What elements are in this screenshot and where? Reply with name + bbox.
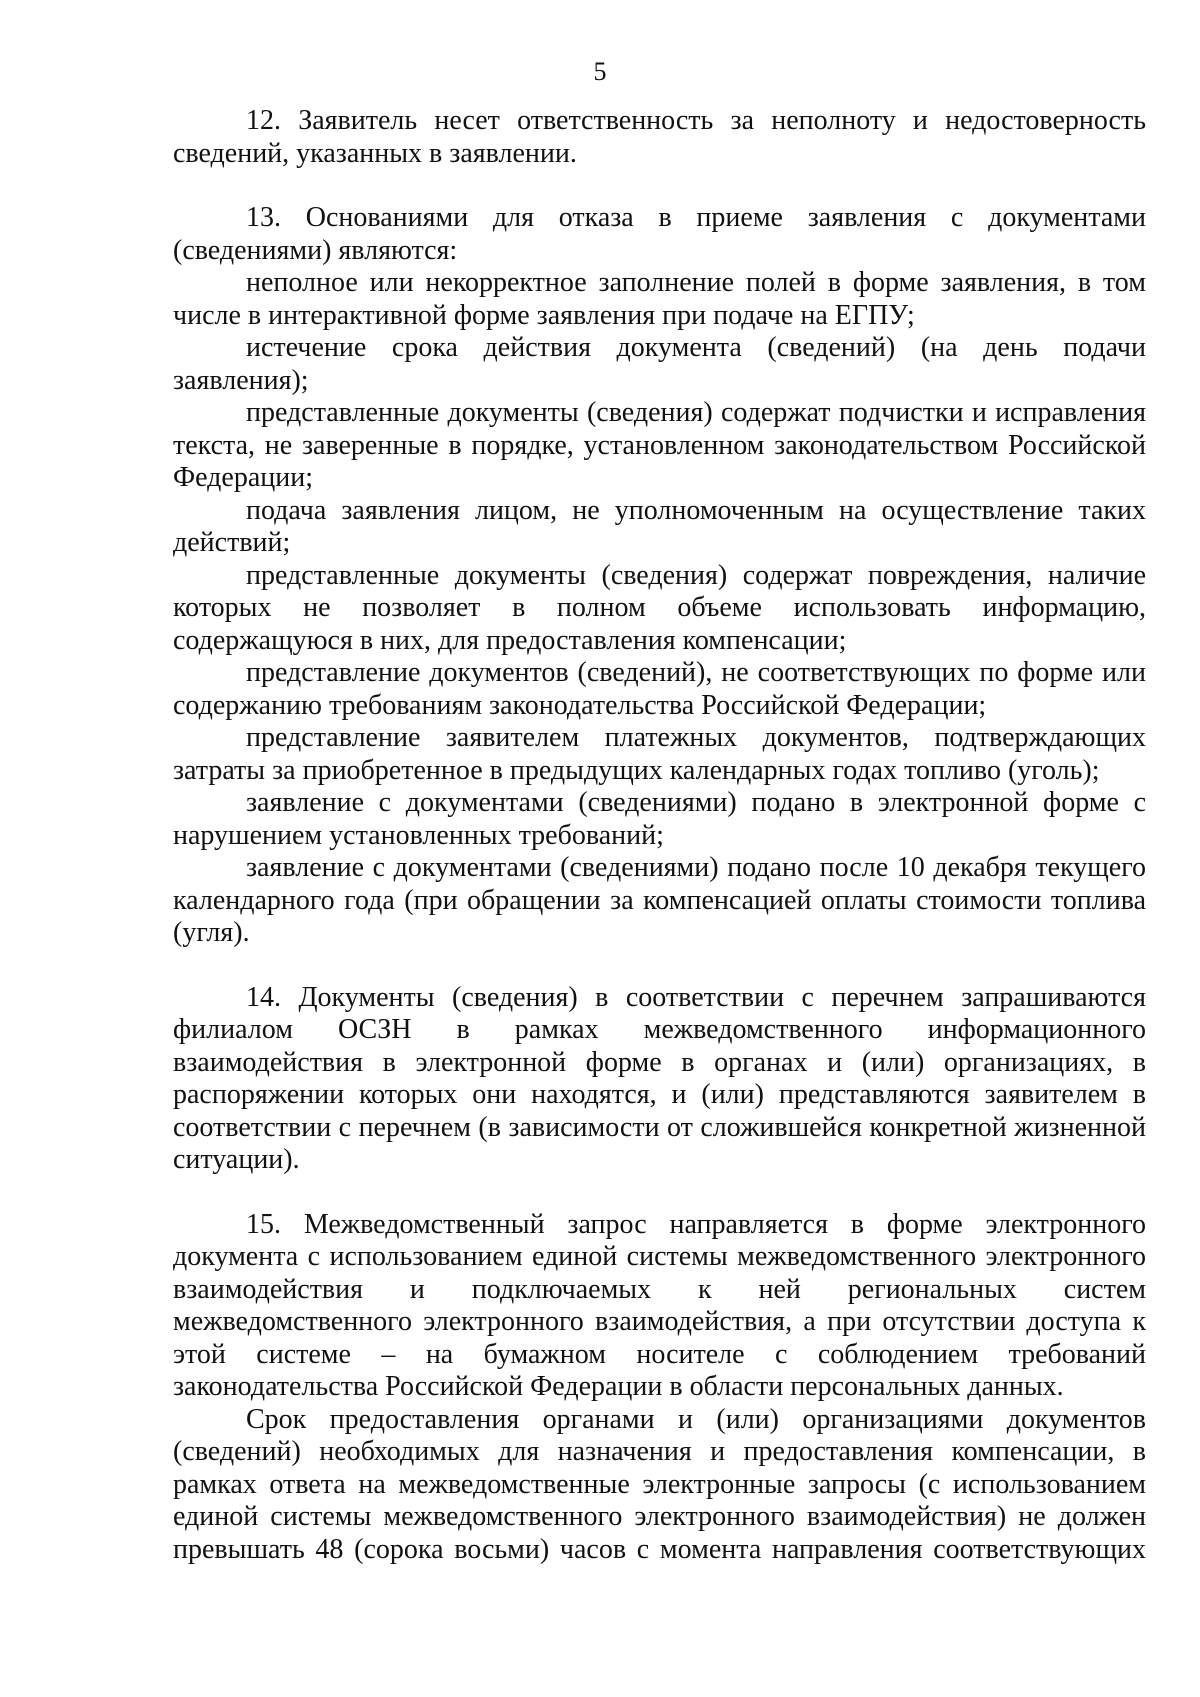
list-item: заявление с документами (сведениями) подано после 10 декабря текущего календарного года (при обращении за компенсацией оплаты стоимости топлива (угля). [173, 852, 1146, 948]
paragraph-15: 15. Межведомственный запрос направляется в форме электронного документа с использованием единой системы межведомственного электронного взаимодействия и подключаемых к ней региональных систем межведомственного электронного взаимодействия, а при отсутствии доступа к этой системе – на бумажном носителе с соблюдением требований законодательства Российской Федерации в области персональных данных. [173, 1208, 1146, 1402]
list-item: представление документов (сведений), не соответствующих по форме или содержанию требованиям законодательства Российской Федерации; [173, 657, 1146, 721]
list-item: представление заявителем платежных документов, подтверждающих затраты за приобретенное в предыдущих календарных годах топливо (уголь); [173, 722, 1146, 786]
list-item: подача заявления лицом, не уполномоченным на осуществление таких действий; [173, 494, 1146, 558]
paragraph-13: 13. Основаниями для отказа в приеме заявления с документами (сведениями) являются: [173, 202, 1146, 266]
list-item: представленные документы (сведения) содержат подчистки и исправления текста, не заверенные в порядке, установленном законодательством Российской Федерации; [173, 397, 1146, 493]
paragraph-15-continued: Срок предоставления органами и (или) организациями документов (сведений) необходимых для назначения и предоставления компенсации, в рамках ответа на межведомственные электронные запросы (с использованием единой системы межведомственного электронного взаимодействия) не должен превышать 48 (сорока восьми) часов с момента направления соответствующих [173, 1403, 1146, 1565]
paragraph-gap [173, 950, 1146, 982]
document-body [173, 105, 1146, 1566]
list-item: неполное или некорректное заполнение полей в форме заявления, в том числе в интерактивной форме заявления при подаче на ЕГПУ; [173, 267, 1146, 331]
list-item: истечение срока действия документа (сведений) (на день подачи заявления); [173, 332, 1146, 396]
paragraph-12: 12. Заявитель несет ответственность за неполноту и недостоверность сведений, указанных в заявлении. [173, 105, 1146, 169]
page-number: 5 [593, 57, 607, 86]
list-item: заявление с документами (сведениями) подано в электронной форме с нарушением установленных требований; [173, 787, 1146, 851]
list-item: представленные документы (сведения) содержат повреждения, наличие которых не позволяет в полном объеме использовать информацию, содержащуюся в них, для предоставления компенсации; [173, 559, 1146, 656]
paragraph-gap [173, 170, 1146, 202]
paragraph-gap [173, 1177, 1146, 1209]
paragraph-14: 14. Документы (сведения) в соответствии с перечнем запрашиваются филиалом ОСЗН в рамках межведомственного информационного взаимодействия в электронной форме в органах и (или) организациях, в распоряжении которых они находятся, и (или) представляются заявителем в соответствии с перечнем (в зависимости от сложившейся конкретной жизненной ситуации). [173, 981, 1146, 1175]
